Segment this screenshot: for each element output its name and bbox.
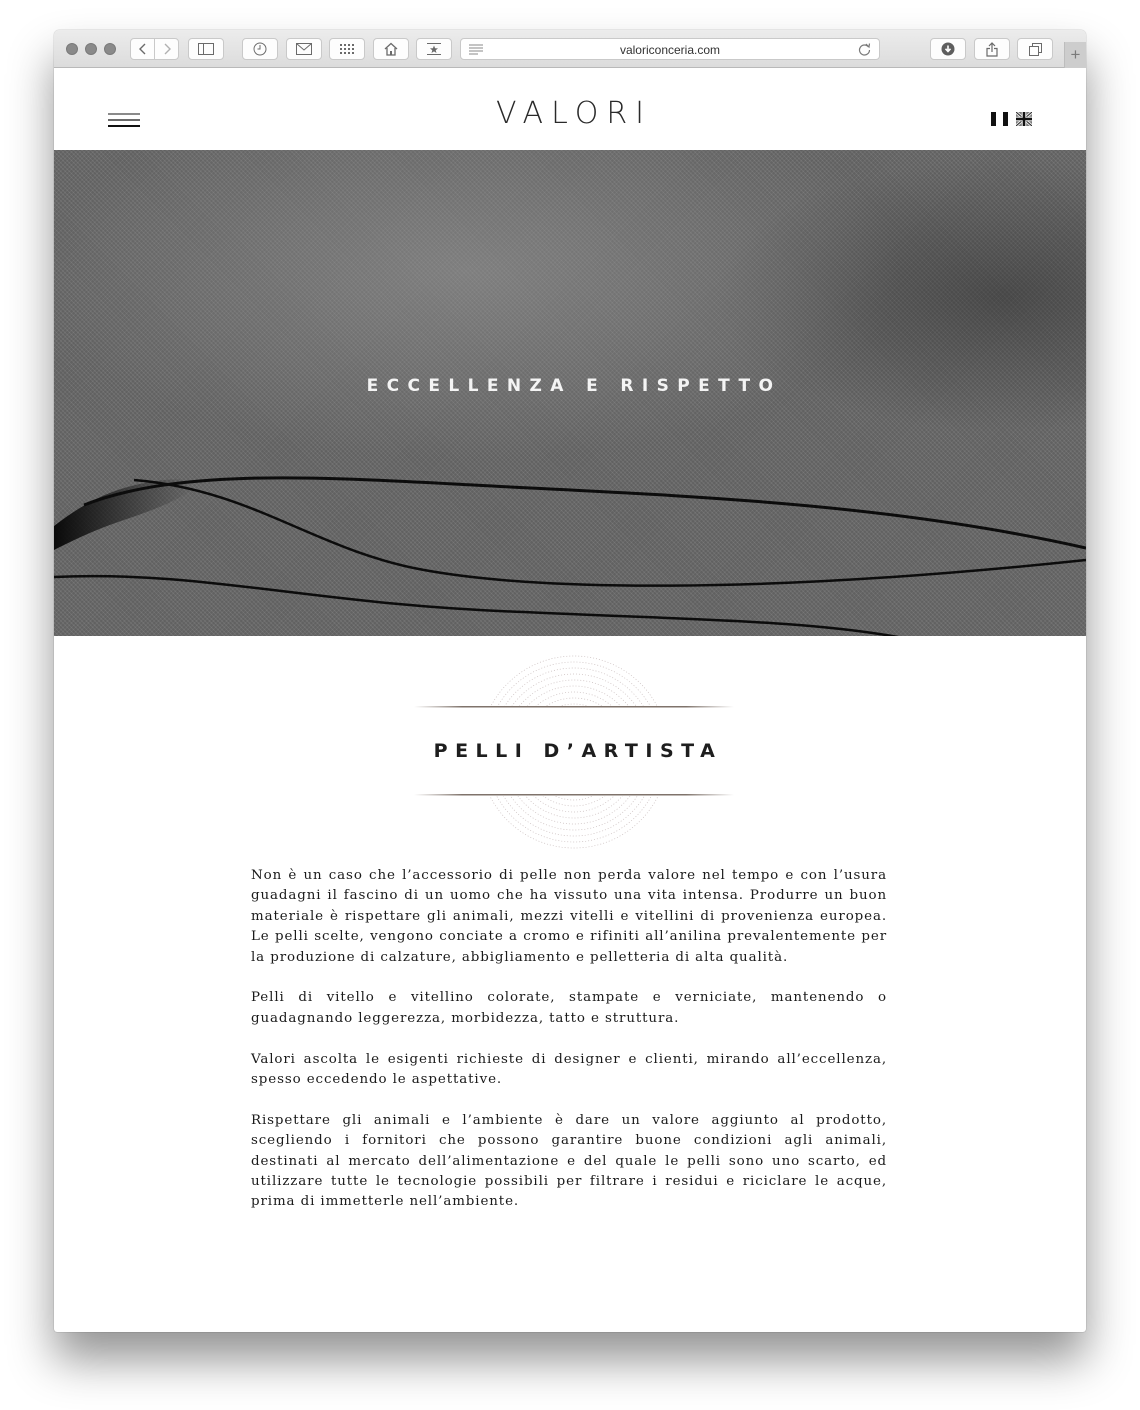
tabs-overview-icon [1029, 43, 1042, 56]
tabs-overview-button[interactable] [1017, 38, 1053, 60]
url-text: valoriconceria.com [619, 43, 721, 57]
share-icon [986, 42, 998, 57]
paragraph: Pelli di vitello e vitellino colorate, stampate e verniciate, mantenendo o guadagnando leggerezza, morbidezza, tatto e struttura. [251, 990, 887, 1026]
share-button[interactable] [974, 38, 1010, 60]
bookmark-star-icon [426, 43, 442, 55]
browser-toolbar [54, 30, 1086, 68]
mail-button[interactable] [286, 38, 322, 60]
hero-title: ECCELLENZA E RISPETTO [366, 376, 782, 396]
chevron-right-icon [162, 43, 172, 55]
language-english-button[interactable] [1016, 112, 1032, 126]
chevron-left-icon [138, 43, 148, 55]
envelope-icon [296, 43, 312, 55]
paragraph: Valori ascolta le esigenti richieste di designer e clienti, mirando all’eccellenza, spesso eccedendo le aspettative. [251, 1051, 887, 1088]
uk-flag-icon [1016, 112, 1032, 126]
grid-icon [340, 44, 354, 54]
home-icon [384, 42, 398, 56]
top-sites-button[interactable] [329, 38, 365, 60]
sidebar-button[interactable] [188, 38, 224, 60]
site-logo[interactable]: VALORI [495, 96, 653, 131]
home-button[interactable] [373, 38, 409, 60]
section-title: PELLI D’ARTISTA [433, 740, 723, 762]
paragraph: Non è un caso che l’accessorio di pelle non perda valore nel tempo e con l’usura guadagni il fascino di un uomo che ha vissuto una vita intensa. Produrre un buon materiale è rispettare gli animali, mezzi vitelli e vitellini di provenienza europea. Le pelli scelte, vengono conciate a cromo e rifiniti all’anilina prevalentemente per la produzione di calzature, abbigliamento e pelletteria di alta qualità. [251, 868, 887, 965]
language-italian-button[interactable] [991, 112, 1007, 126]
paragraph: Rispettare gli animali e l’ambiente è dare un valore aggiunto al prodotto, scegliendo i fornitori che possono garantire buone condizioni agli animali, destinati al mercato dell’alimentazione e del quale le pelli sono uno scarto, ed utilizzare tutte le tecnologie possibili per filtrare i residui e riciclare le acque, prima di immetterle nell’ambiente. [251, 1112, 887, 1210]
browser-window [54, 30, 1086, 1332]
sidebar-icon [198, 43, 214, 55]
close-window-button[interactable] [66, 43, 78, 55]
section-header [414, 650, 734, 850]
back-button[interactable] [130, 38, 155, 60]
bookmarks-button[interactable] [416, 38, 452, 60]
hero-banner [54, 150, 1086, 636]
plus-icon: + [1070, 45, 1081, 64]
history-button[interactable] [242, 38, 278, 60]
reload-icon[interactable] [858, 43, 871, 56]
minimize-window-button[interactable] [85, 43, 97, 55]
download-icon [941, 42, 955, 56]
site-header [54, 68, 1086, 150]
italian-flag-icon [991, 112, 1008, 126]
address-bar[interactable] [460, 38, 880, 60]
zoom-window-button[interactable] [104, 43, 116, 55]
clock-icon [253, 42, 267, 56]
forward-button[interactable] [154, 38, 179, 60]
downloads-button[interactable] [930, 38, 966, 60]
article-body [251, 866, 887, 1233]
new-tab-button[interactable] [1064, 42, 1086, 68]
